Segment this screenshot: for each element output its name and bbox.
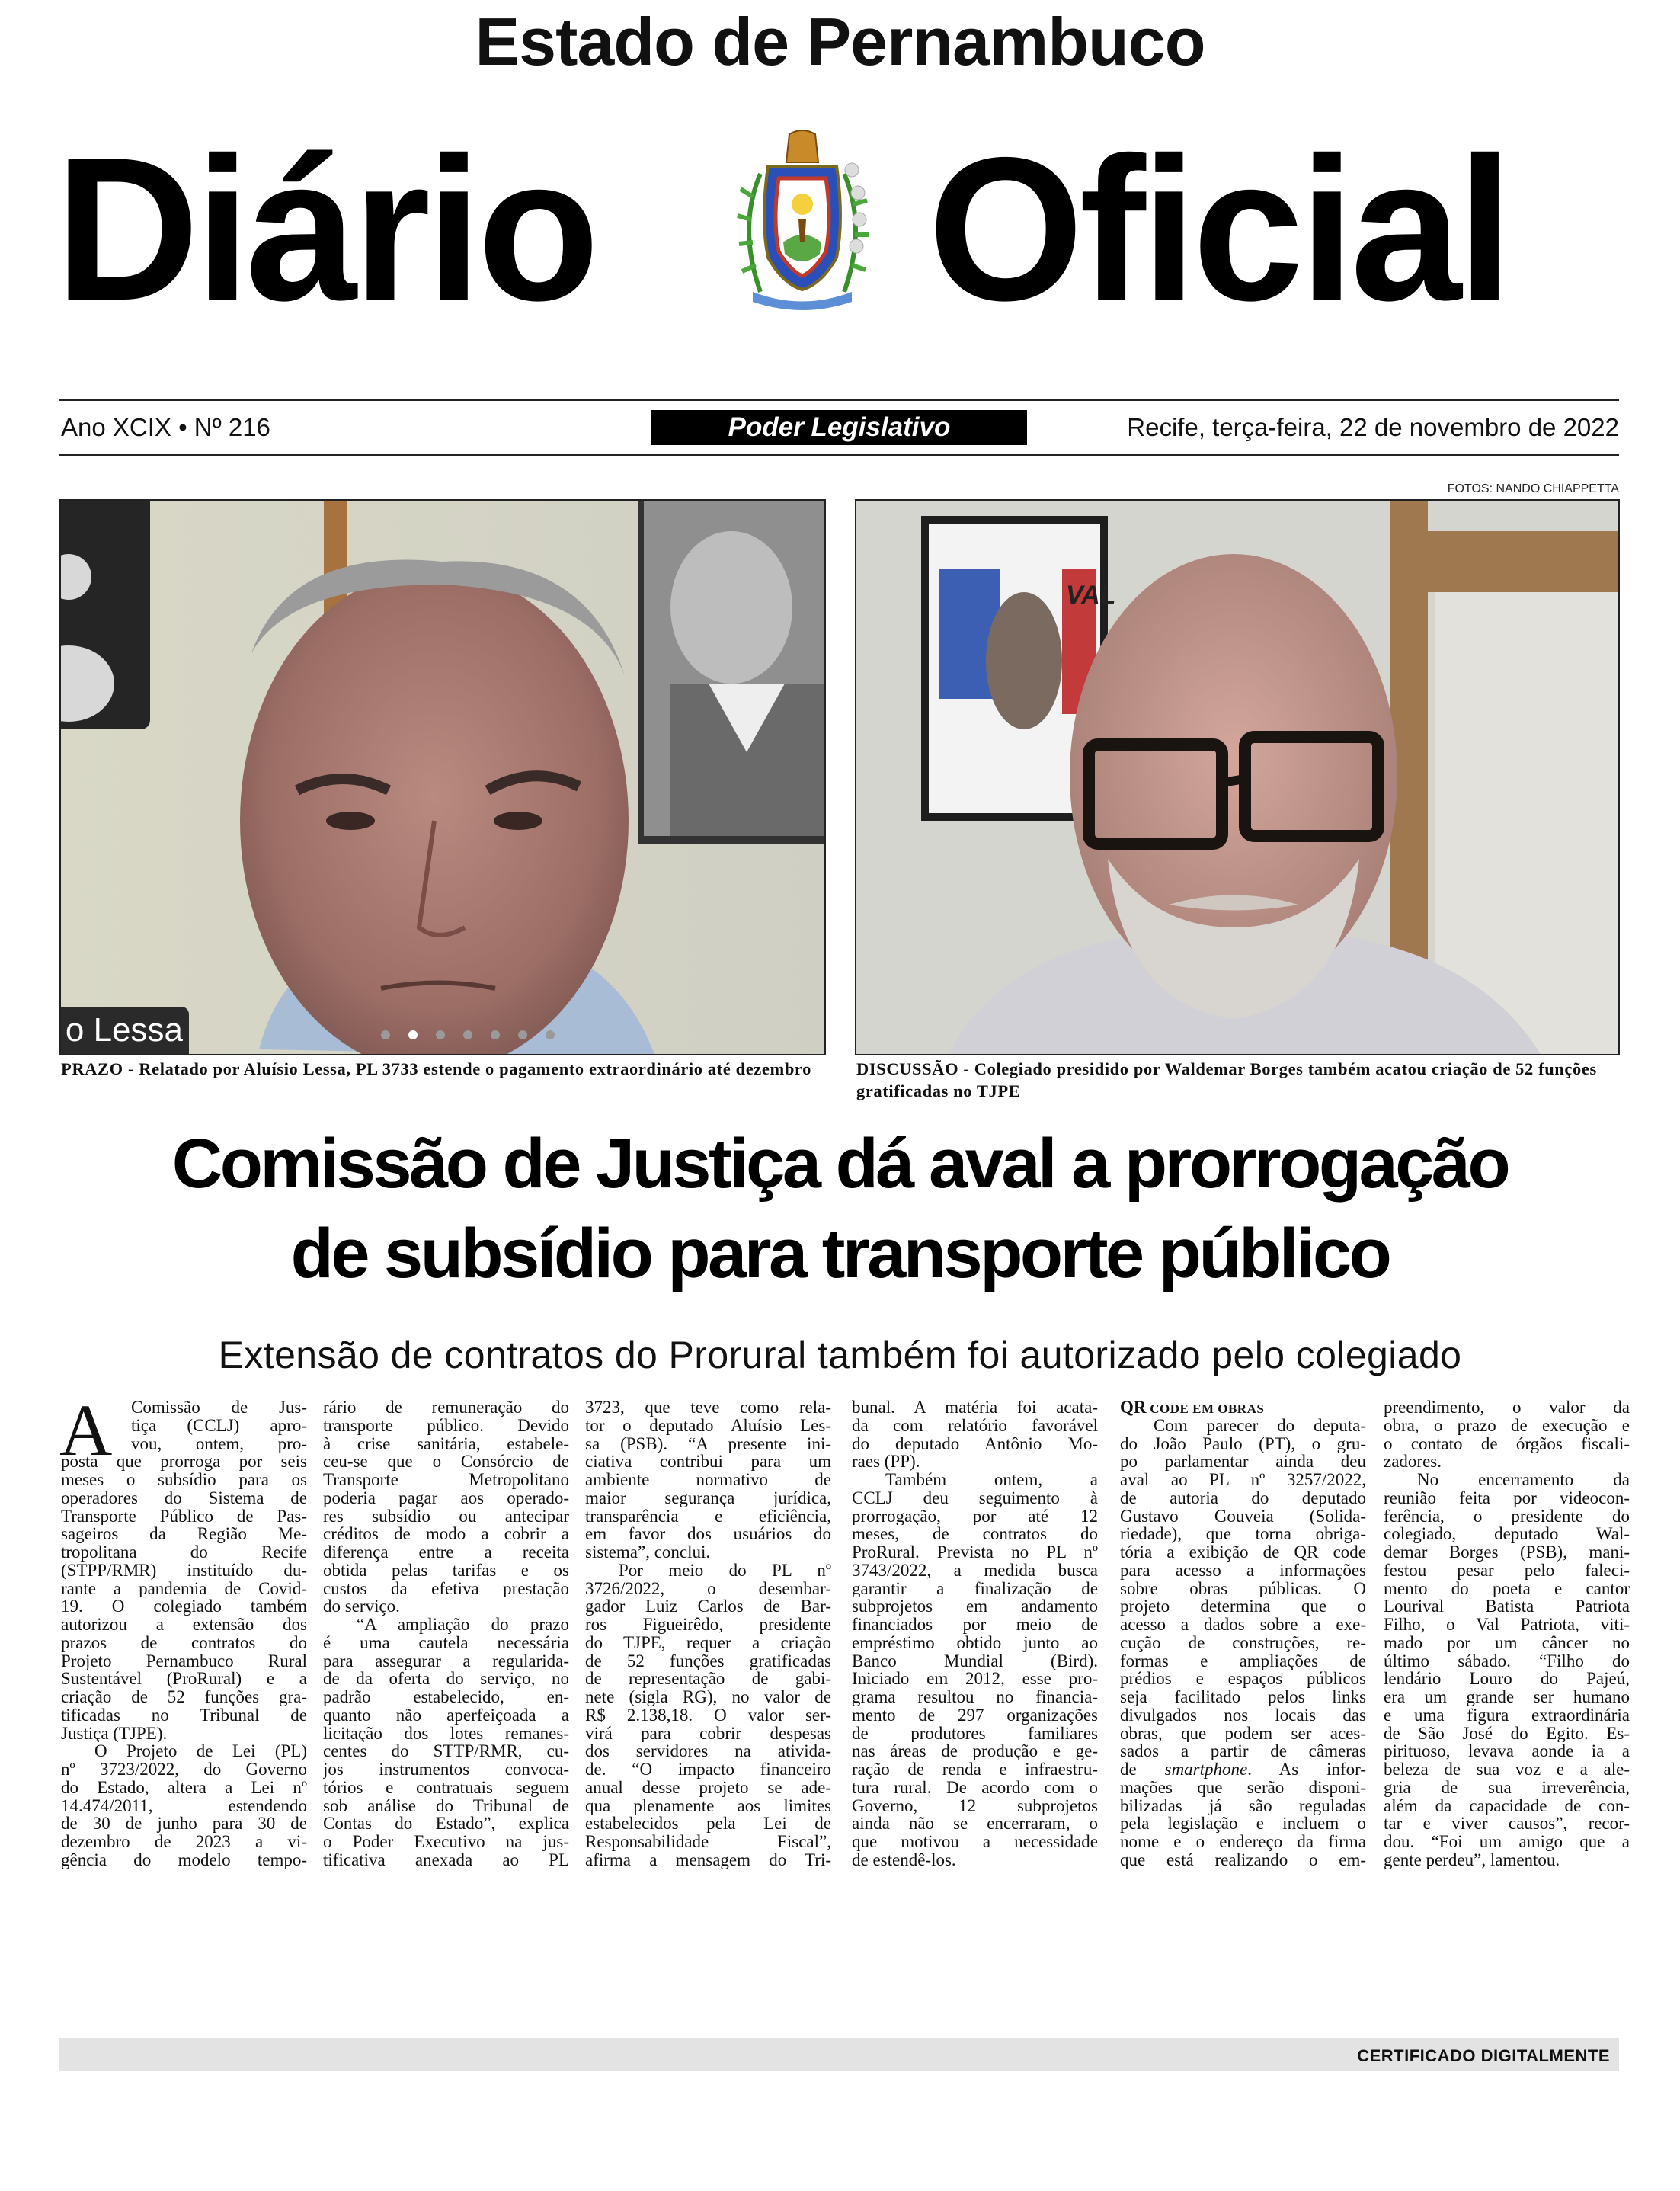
caption-text: - Colegiado presidido por Waldemar Borges também acatou criação de 52 funções gratificadas no TJPE xyxy=(856,1059,1597,1100)
article-line: Governo, 12 subprojetos xyxy=(852,1796,1098,1815)
article-line: tropolitana do Recife xyxy=(61,1543,307,1562)
masthead-title-right: Oficial xyxy=(928,114,1509,343)
article-line: tar e viver causos”, recor- xyxy=(1384,1815,1630,1833)
article-line: de São José do Egito. Es- xyxy=(1384,1724,1630,1743)
article-line: “A ampliação do prazo xyxy=(357,1616,569,1634)
article-line: afirma a mensagem do Tri- xyxy=(585,1850,831,1869)
article-line: garantir a finalização de xyxy=(852,1579,1098,1598)
article-column-2 xyxy=(323,1398,569,1869)
article-line: posta que prorroga por seis xyxy=(61,1453,307,1471)
article-line: autorizou a extensão dos xyxy=(61,1616,307,1634)
article-line: mento de 297 organizações xyxy=(852,1706,1098,1725)
article-line: gador Luiz Carlos de Bar- xyxy=(585,1597,831,1616)
article-text: smartphone xyxy=(1164,1760,1248,1779)
article-line: nº 3723/2022, do Governo xyxy=(61,1760,307,1779)
caption-text: - Relatado por Aluísio Lessa, PL 3733 estende o pagamento extraordinário até dezembro xyxy=(123,1059,811,1078)
article-line: Contas do Estado”, explica xyxy=(323,1815,569,1833)
article-line: Filho, o Val Patriota, viti- xyxy=(1384,1616,1630,1634)
article-line: raes (PP). xyxy=(852,1453,920,1471)
article-line: ainda não se encerraram, o xyxy=(852,1815,1098,1833)
article-line: além da capacidade de con- xyxy=(1384,1796,1630,1815)
article-line: O Projeto de Lei (PL) xyxy=(94,1742,307,1760)
caption-kicker: DISCUSSÃO xyxy=(856,1059,959,1078)
article-line: ração de renda e infraestru- xyxy=(852,1760,1098,1779)
article-line: dou. “Foi um amigo que a xyxy=(1384,1833,1630,1851)
article-line: transparência e eficiência, xyxy=(585,1507,831,1526)
article-line: sobre obras públicas. O xyxy=(1120,1579,1366,1598)
article-line: subprojetos em andamento xyxy=(852,1597,1098,1616)
article-line: Sustentável (ProRural) e a xyxy=(61,1670,307,1688)
article-line: Responsabilidade Fiscal”, xyxy=(585,1833,831,1851)
article-line: centes do STTP/RMR, cu- xyxy=(323,1742,569,1760)
article-line: gria de sua irreverência, xyxy=(1384,1778,1630,1797)
article-line: de 52 funções gratificadas xyxy=(585,1651,831,1670)
article-line: ProRural. Prevista no PL nº xyxy=(852,1543,1098,1562)
article-line: gência do modelo tempo- xyxy=(61,1850,307,1869)
participant-avatar-tile xyxy=(61,501,150,729)
article-line: ceu-se que o Consórcio de xyxy=(323,1453,569,1471)
edition-number: Ano XCIX • Nº 216 xyxy=(61,413,270,441)
drop-cap: A xyxy=(59,1389,113,1471)
article-line: financiados por meio de xyxy=(852,1616,1098,1634)
article-line: tórios e contratuais seguem xyxy=(323,1778,569,1797)
article-line: ferência, o presidente do xyxy=(1384,1507,1630,1526)
article-line: sados a partir de câmeras xyxy=(1120,1742,1366,1760)
article-line: diferença entre a receita xyxy=(323,1543,569,1562)
headline-line-2: de subsídio para transporte público xyxy=(290,1215,1390,1292)
article-line: de 30 de junho para 30 de xyxy=(61,1815,307,1833)
article-line: No encerramento da xyxy=(1417,1471,1630,1489)
article-column-1 xyxy=(59,1389,307,1869)
article-line: sistema”, conclui. xyxy=(585,1543,711,1562)
article-line: mações que serão disponi- xyxy=(1120,1778,1366,1797)
section-badge: Poder Legislativo xyxy=(651,410,1027,445)
article-line: de. “O impacto financeiro xyxy=(585,1760,831,1779)
article-line: qua plenamente aos limites xyxy=(585,1796,831,1815)
subheadline: Extensão de contratos do Prorural também foi autorizado pelo colegiado xyxy=(218,1334,1462,1376)
article-line: ambiente normativo de xyxy=(585,1471,831,1489)
article-line: à crise sanitária, estabele- xyxy=(323,1434,569,1453)
article-line: dos servidores na ativida- xyxy=(585,1742,831,1760)
article-line: nome e o endereço da firma xyxy=(1120,1833,1366,1851)
article-line: formas e ampliações de xyxy=(1120,1651,1366,1670)
photo-credit: FOTOS: NANDO CHIAPPETTA xyxy=(1447,482,1619,495)
article-line: res subsídio ou antecipar xyxy=(323,1507,569,1526)
subhead-big: QR xyxy=(1120,1398,1147,1417)
article-line: operadores do Sistema de xyxy=(61,1488,307,1507)
article-line: aval ao PL nº 3257/2022, xyxy=(1120,1471,1366,1489)
photo-waldemar-borges xyxy=(855,499,1620,1055)
article-line: de produtores familiares xyxy=(852,1724,1098,1743)
article-line: prazos de contratos do xyxy=(61,1633,307,1652)
article-line: Transporte Público de Pas- xyxy=(61,1507,307,1526)
article-line: preendimento, o valor da xyxy=(1384,1398,1630,1417)
article-line: tória a exibição de QR code xyxy=(1120,1543,1366,1562)
article-line: do João Paulo (PT), o gru- xyxy=(1120,1434,1366,1453)
section-subhead xyxy=(1120,1398,1366,1417)
article-line: transporte público. Devido xyxy=(323,1416,569,1435)
article-line: divulgados nos locais das xyxy=(1120,1706,1366,1725)
article-line: demar Borges (PSB), mani- xyxy=(1384,1543,1630,1562)
article-line: tificativa anexada ao PL xyxy=(323,1850,569,1869)
article-line: Com parecer do deputa- xyxy=(1154,1416,1366,1435)
article-line: obra, o prazo de execução e xyxy=(1384,1416,1630,1435)
masthead-subtitle: Estado de Pernambuco xyxy=(475,4,1205,79)
article-line: maior segurança jurídica, xyxy=(585,1488,831,1507)
article-line: po parlamentar ainda deu xyxy=(1120,1453,1366,1471)
article-column-6 xyxy=(1384,1398,1630,1869)
article-line: tiça (CCLJ) apro- xyxy=(131,1416,307,1435)
article-line: padrão estabelecido, en- xyxy=(323,1688,569,1706)
article-line: pela legislação e incluem o xyxy=(1120,1815,1366,1833)
article-line: (STPP/RMR) instituído du- xyxy=(61,1561,307,1580)
article-line: 3723, que teve como rela- xyxy=(585,1398,831,1417)
article-line: era um grande ser humano xyxy=(1384,1688,1630,1706)
article-line: prédios e espaços públicos xyxy=(1120,1670,1366,1688)
headline-line-1: Comissão de Justiça dá aval a prorrogação xyxy=(171,1125,1509,1203)
article-line: rante a pandemia de Covid- xyxy=(61,1579,307,1598)
article-line: último sábado. “Filho do xyxy=(1384,1651,1630,1670)
article-line: seja facilitado pelos links xyxy=(1120,1688,1366,1706)
article-line: zadores. xyxy=(1384,1453,1442,1471)
article-line: estabelecidos pela Lei de xyxy=(585,1815,831,1833)
poster-text: VAL xyxy=(1066,581,1116,610)
article-line: tura rural. De acordo com o xyxy=(852,1778,1098,1797)
article-line: quanto não aperfeiçoada a xyxy=(323,1706,569,1725)
article-line: Iniciado em 2012, esse pro- xyxy=(852,1670,1098,1688)
page-dot[interactable] xyxy=(491,1030,500,1039)
article-text: . As infor- xyxy=(1247,1760,1366,1779)
article-line: sageiros da Região Me- xyxy=(61,1525,307,1543)
article-line: Transporte Metropolitano xyxy=(323,1471,569,1489)
article-line: e uma figura extraordinária xyxy=(1384,1706,1630,1725)
article-line: poderia pagar aos operado- xyxy=(323,1488,569,1507)
article-line: sob análise do Tribunal de xyxy=(323,1796,569,1815)
article-text: de xyxy=(1120,1760,1165,1779)
article-line: do deputado Antônio Mo- xyxy=(852,1434,1098,1453)
article-line: anual desse projeto se ade- xyxy=(585,1778,831,1797)
photo-caption-right xyxy=(856,1058,1626,1102)
divider xyxy=(59,454,1619,456)
article-line: bilizadas já são reguladas xyxy=(1120,1796,1366,1815)
subhead-small: CODE EM OBRAS xyxy=(1146,1401,1265,1416)
article-line: obtida pelas tarifas e os xyxy=(323,1561,569,1580)
article-line: meses o subsídio para os xyxy=(61,1471,307,1489)
article-line: para acesso a informações xyxy=(1120,1561,1366,1580)
article-line: tor o deputado Aluísio Les- xyxy=(585,1416,831,1435)
caption-kicker: PRAZO xyxy=(61,1059,123,1078)
article-line: colegiado, deputado Wal- xyxy=(1384,1525,1630,1543)
article-line: tificadas no Tribunal de xyxy=(61,1706,307,1725)
article-line xyxy=(1120,1760,1366,1779)
article-line: jos instrumentos convoca- xyxy=(323,1760,569,1779)
article-line: de estendê-los. xyxy=(852,1850,956,1869)
article-line: 14.474/2011, estendendo xyxy=(61,1796,307,1815)
article-line: para assegurar a regularida- xyxy=(323,1651,569,1670)
article-line: cução de construções, re- xyxy=(1120,1633,1366,1652)
article-line: acesso a dados sobre a exe- xyxy=(1120,1616,1366,1634)
article-line: ros Figueirêdo, presidente xyxy=(585,1616,831,1634)
article-line: mado por um câncer no xyxy=(1384,1633,1630,1652)
article-line: lendário Louro do Pajeú, xyxy=(1384,1670,1630,1688)
article-line: pirituoso, levava aonde ia a xyxy=(1384,1742,1630,1760)
article-line: licitação dos lotes remanes- xyxy=(323,1724,569,1743)
article-line: ciativa contribui para um xyxy=(585,1453,831,1471)
article-line: projeto determina que o xyxy=(1120,1597,1366,1616)
article-line: nas áreas de produção e ge- xyxy=(852,1742,1098,1760)
article-line: Por meio do PL nº xyxy=(619,1561,831,1580)
article-line: Gustavo Gouveia (Solida- xyxy=(1120,1507,1366,1526)
article-line: de representação de gabi- xyxy=(585,1670,831,1688)
article-line: Comissão de Jus- xyxy=(131,1398,307,1417)
page-dot[interactable] xyxy=(546,1030,555,1039)
pagination-dots xyxy=(381,1030,555,1039)
article-line: em favor dos usuários do xyxy=(585,1525,831,1543)
article-line: bunal. A matéria foi acata- xyxy=(852,1398,1098,1417)
article-column-5 xyxy=(1120,1398,1366,1869)
article-line: que motivou a necessidade xyxy=(852,1833,1098,1851)
footer-bar xyxy=(59,2038,1619,2071)
article-line: o Poder Executivo na jus- xyxy=(323,1833,569,1851)
article-line: da com relatório favorável xyxy=(852,1416,1098,1435)
article-line: reunião feita por videocon- xyxy=(1384,1488,1630,1507)
article-line: 19. O colegiado também xyxy=(61,1597,307,1616)
photo-aluisio-lessa xyxy=(59,499,826,1055)
article-line: meses, de contratos do xyxy=(852,1525,1098,1543)
article-line: custos da efetiva prestação xyxy=(323,1579,569,1598)
article-line: mento do poeta e cantor xyxy=(1384,1579,1630,1598)
coat-of-arms-icon xyxy=(730,128,875,311)
article-line: obras, que podem ser aces- xyxy=(1120,1724,1366,1743)
article-line: criação de 52 funções gra- xyxy=(61,1688,307,1706)
article-line: de autoria do deputado xyxy=(1120,1488,1366,1507)
article-line: grama resultou no financia- xyxy=(852,1688,1098,1706)
article-line: do serviço. xyxy=(323,1597,400,1616)
article-line: nete (sigla RG), no valor de xyxy=(585,1688,831,1706)
page-dot[interactable] xyxy=(436,1030,445,1039)
article-line: créditos de modo a cobrir a xyxy=(323,1525,569,1543)
article-line: virá para cobrir despesas xyxy=(585,1724,831,1743)
article-line: CCLJ deu seguimento à xyxy=(852,1488,1098,1507)
page-dot[interactable] xyxy=(463,1030,472,1039)
article-line: Lourival Batista Patriota xyxy=(1384,1597,1630,1616)
article-line: prorrogação, por até 12 xyxy=(852,1507,1098,1526)
article-line: empréstimo obtido junto ao xyxy=(852,1633,1098,1652)
article-line: Justiça (TJPE). xyxy=(61,1724,168,1743)
article-line: do Estado, altera a Lei nº xyxy=(61,1778,307,1797)
article-line: é uma cautela necessária xyxy=(323,1633,569,1652)
article-line: do TJPE, requer a criação xyxy=(585,1633,831,1652)
page-dot[interactable] xyxy=(518,1030,527,1039)
article-column-3 xyxy=(585,1398,831,1869)
article-line: riedade), que torna obriga- xyxy=(1120,1525,1366,1543)
article-line: Banco Mundial (Bird). xyxy=(852,1651,1098,1670)
article-line: que está realizando o em- xyxy=(1120,1850,1366,1869)
article-line: 3743/2022, a medida busca xyxy=(852,1561,1098,1580)
article-line: Projeto Pernambuco Rural xyxy=(61,1651,307,1670)
article-line: beleza de sua voz e a ale- xyxy=(1384,1760,1630,1779)
digital-certification-label: CERTIFICADO DIGITALMENTE xyxy=(1357,2046,1610,2065)
article-line: de da oferta do serviço, no xyxy=(323,1670,569,1688)
article-line: vou, ontem, pro- xyxy=(131,1434,307,1453)
divider xyxy=(59,399,1619,401)
dateline: Recife, terça-feira, 22 de novembro de 2022 xyxy=(1127,413,1619,441)
article-line: gente perdeu”, lamentou. xyxy=(1384,1850,1560,1869)
article-line: festou pesar pelo faleci- xyxy=(1384,1561,1630,1580)
page-dot[interactable] xyxy=(408,1030,418,1039)
participant-name-tag: o Lessa xyxy=(61,1007,189,1054)
masthead-title-left: Diário xyxy=(55,114,596,343)
article-line: Também ontem, a xyxy=(885,1471,1098,1489)
article-column-4 xyxy=(852,1398,1098,1869)
photo-caption-left xyxy=(61,1058,830,1080)
article-line: o contato de órgãos fiscali- xyxy=(1384,1434,1630,1453)
page-dot[interactable] xyxy=(381,1030,390,1039)
article-line: R$ 2.138,18. O valor ser- xyxy=(585,1706,831,1725)
article-line: 3726/2022, o desembar- xyxy=(585,1579,831,1598)
article-line: sa (PSB). “A presente ini- xyxy=(585,1434,831,1453)
article-line: rário de remuneração do xyxy=(323,1398,569,1417)
article-line: dezembro de 2023 a vi- xyxy=(61,1833,307,1851)
